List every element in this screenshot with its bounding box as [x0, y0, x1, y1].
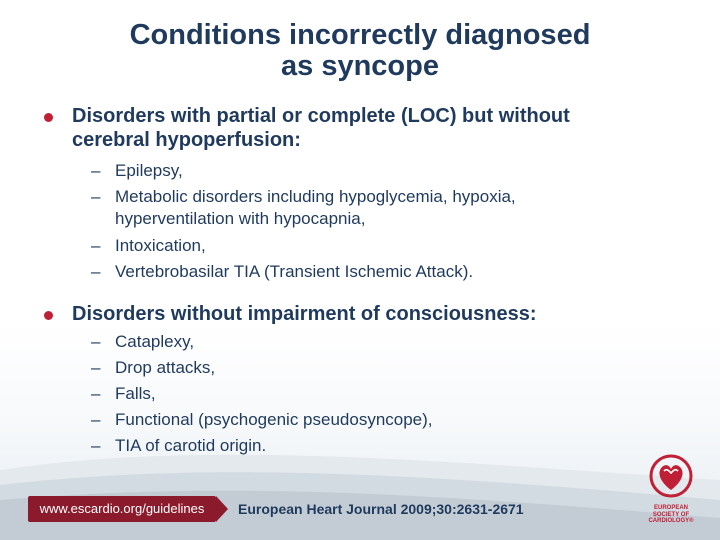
slide-title-line: as syncope	[281, 50, 439, 82]
list-item	[91, 357, 675, 379]
dash-icon: –	[91, 384, 101, 403]
journal-citation: European Heart Journal 2009;30:2631-2671	[238, 501, 524, 517]
list-item-line: Epilepsy,	[115, 161, 183, 180]
dash-icon: –	[91, 236, 101, 255]
list-item-line: Cataplexy,	[115, 332, 195, 351]
dash-icon: –	[91, 161, 101, 180]
bullet-heading	[72, 302, 672, 326]
dash-icon: –	[91, 332, 101, 351]
dash-icon: –	[91, 262, 101, 281]
list-item-line: Metabolic disorders including hypoglycemia, hypoxia,	[115, 187, 516, 206]
list-item-line: Drop attacks,	[115, 358, 216, 377]
slide-title	[0, 20, 720, 82]
bullet-heading-line: cerebral hypoperfusion:	[72, 129, 301, 151]
esc-logo	[642, 454, 700, 534]
list-item-line: Intoxication,	[115, 236, 206, 255]
list-item	[91, 409, 675, 431]
list-item	[91, 186, 675, 230]
bullet-heading-line: Disorders without impairment of consciousness:	[72, 303, 537, 325]
guidelines-url-link[interactable]: www.escardio.org/guidelines	[28, 496, 216, 522]
list-item	[91, 235, 675, 257]
list-item-line: TIA of carotid origin.	[115, 436, 267, 455]
url-arrow-icon	[216, 496, 228, 522]
list-item	[91, 383, 675, 405]
dash-icon: –	[91, 187, 101, 206]
list-item-line: Falls,	[115, 384, 156, 403]
footer-swoosh	[0, 440, 720, 540]
list-item	[91, 160, 675, 182]
list-item-line: Functional (psychogenic pseudosyncope),	[115, 410, 433, 429]
slide-title-line: Conditions incorrectly diagnosed	[129, 19, 591, 51]
logo-text-line: CARDIOLOGY®	[648, 518, 694, 524]
list-item	[91, 331, 675, 353]
logo-text	[642, 505, 700, 525]
bullet-heading-line: Disorders with partial or complete (LOC) but without	[72, 105, 570, 127]
list-item-line: Vertebrobasilar TIA (Transient Ischemic Attack).	[115, 262, 474, 281]
bullet-heading	[72, 104, 672, 152]
heart-logo-icon	[649, 454, 693, 498]
bullet-dot-icon	[44, 113, 53, 122]
bullet-dot-icon	[44, 311, 53, 320]
logo-text-line: EUROPEAN	[653, 505, 688, 511]
logo-text-line: SOCIETY OF	[652, 511, 690, 518]
list-item-line: hyperventilation with hypocapnia,	[115, 209, 366, 228]
dash-icon: –	[91, 436, 101, 455]
dash-icon: –	[91, 410, 101, 429]
dash-icon: –	[91, 358, 101, 377]
list-item	[91, 261, 675, 283]
